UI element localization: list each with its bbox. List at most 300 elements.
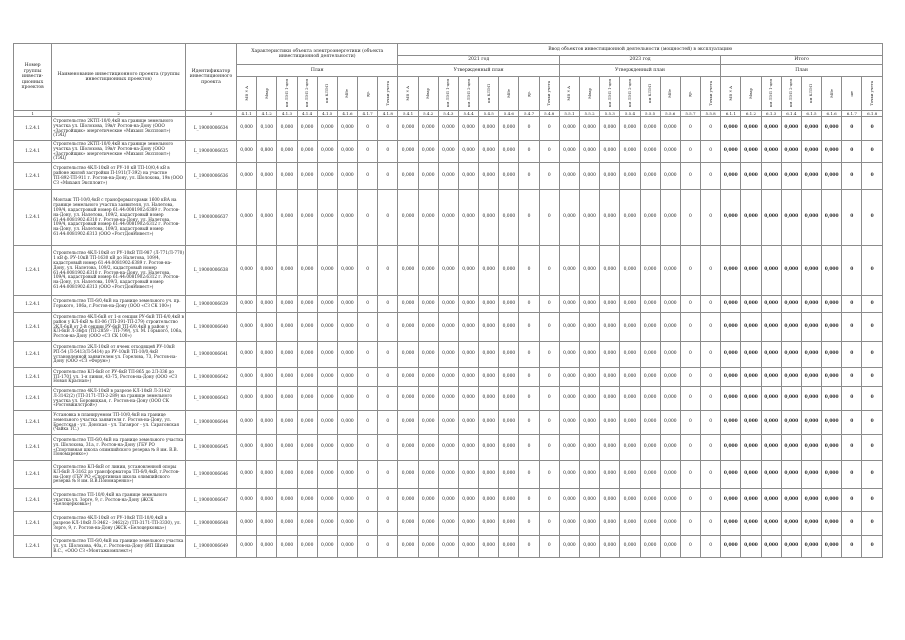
total-value-cell: 0,000 <box>781 163 801 190</box>
value-cell: 0,000 <box>600 190 620 246</box>
value-cell: 0,000 <box>640 368 660 387</box>
value-cell: 0,000 <box>499 536 519 558</box>
unit-total <box>862 77 883 111</box>
value-cell: 0 <box>358 489 378 512</box>
value-cell: 0,000 <box>479 246 499 296</box>
value-cell: 0,000 <box>660 313 680 342</box>
value-cell: 0,000 <box>438 368 458 387</box>
value-cell: 0 <box>378 190 398 246</box>
value-cell: 0 <box>378 246 398 296</box>
value-cell: 0,000 <box>257 536 277 558</box>
group-number-cell: 1.2.4.1 <box>14 387 52 411</box>
header-plan: План <box>236 65 397 77</box>
value-cell: 0 <box>378 141 398 163</box>
value-cell: 0,000 <box>297 489 317 512</box>
value-cell: 0,000 <box>277 342 297 368</box>
value-cell: 0,000 <box>398 411 418 435</box>
value-cell: 0,000 <box>458 117 478 141</box>
total-value-cell: 0,000 <box>781 313 801 342</box>
value-cell: 0,000 <box>640 536 660 558</box>
value-cell: 0,000 <box>559 190 579 246</box>
value-cell: 0,000 <box>236 296 256 313</box>
value-cell: 0,000 <box>620 411 640 435</box>
unit-label: МВт <box>828 89 834 98</box>
total-value-cell: 0 <box>842 387 862 411</box>
table-row <box>14 512 883 536</box>
value-cell: 0,000 <box>580 461 600 489</box>
table-row <box>14 296 883 313</box>
value-cell: 0,800 <box>257 141 277 163</box>
value-cell: 0,000 <box>257 489 277 512</box>
value-cell: 0,000 <box>600 411 620 435</box>
value-cell: 0,000 <box>337 368 357 387</box>
value-cell: 0,000 <box>580 296 600 313</box>
value-cell: 0 <box>539 190 559 246</box>
value-cell: 0,000 <box>398 489 418 512</box>
unit-char <box>378 77 398 111</box>
project-name-cell: Строительство КЛ-6кВ от РУ-6кВ ТП-865 до 2Л-336 до ТП-1701 ул. 1-я линия, 43-75, Ростов-на-Дону (ООО «СЗ Новая Красная») <box>52 368 186 387</box>
total-value-cell: 0 <box>862 117 883 141</box>
value-cell: 0,000 <box>398 296 418 313</box>
total-value-cell: 0 <box>862 411 883 435</box>
value-cell: 0 <box>378 342 398 368</box>
value-cell: 0 <box>539 141 559 163</box>
value-cell: 0,000 <box>640 411 660 435</box>
total-value-cell: 0,000 <box>761 489 781 512</box>
project-id-cell: L_19000006642 <box>186 368 237 387</box>
value-cell: 0,000 <box>559 512 579 536</box>
value-cell: 0,000 <box>257 461 277 489</box>
value-cell: 0,000 <box>600 512 620 536</box>
total-value-cell: 0,000 <box>721 387 741 411</box>
total-value-cell: 0,000 <box>721 489 741 512</box>
value-cell: 0 <box>358 342 378 368</box>
total-value-cell: 0,000 <box>822 387 842 411</box>
value-cell: 0,000 <box>418 387 438 411</box>
value-cell: 0 <box>378 163 398 190</box>
total-value-cell: 0,000 <box>822 313 842 342</box>
value-cell: 0,000 <box>458 461 478 489</box>
value-cell: 0,000 <box>640 141 660 163</box>
unit-label: Мвар <box>263 88 269 99</box>
total-value-cell: 0,000 <box>741 368 761 387</box>
unit-char <box>317 77 337 111</box>
total-value-cell: 0,000 <box>761 368 781 387</box>
value-cell: 0,000 <box>277 313 297 342</box>
value-cell: 0 <box>680 141 700 163</box>
unit-2023 <box>600 77 620 111</box>
value-cell: 0,000 <box>236 387 256 411</box>
unit-label: МВт <box>344 89 350 98</box>
value-cell: 0,000 <box>398 435 418 461</box>
total-value-cell: 0,000 <box>781 190 801 246</box>
value-cell: 0,000 <box>620 461 640 489</box>
total-value-cell: 0,000 <box>741 461 761 489</box>
header-approved-plan: Утвержденный план <box>398 65 559 77</box>
value-cell: 0,000 <box>297 387 317 411</box>
table-row <box>14 461 883 489</box>
value-cell: 0,000 <box>620 512 640 536</box>
column-number: 6.1.4 <box>781 111 801 117</box>
value-cell: 0 <box>519 342 539 368</box>
value-cell: 0,000 <box>600 246 620 296</box>
value-cell: 0 <box>358 411 378 435</box>
group-number-cell: 1.2.4.1 <box>14 246 52 296</box>
value-cell: 0 <box>378 296 398 313</box>
value-cell: 0,000 <box>257 435 277 461</box>
group-number-cell: 1.2.4.1 <box>14 411 52 435</box>
value-cell: 0,000 <box>257 246 277 296</box>
value-cell: 0,000 <box>438 536 458 558</box>
project-name-cell: Строительство 2КЛ-10кВ от ячеек отходящей РУ-10кВ РП-54 (Л-5413/Л-5414) до РУ-10кВ ТП-10/0,4кВ установленной заявителем ул. Горелова, 73, Ростов-на-Дону (ООО «СЗ «Форум») <box>52 342 186 368</box>
value-cell: 0,000 <box>479 117 499 141</box>
group-number-cell: 1.2.4.1 <box>14 190 52 246</box>
value-cell: 0 <box>358 387 378 411</box>
unit-label: др. <box>526 90 532 97</box>
column-number: 4.1.7 <box>358 111 378 117</box>
group-number-cell: 1.2.4.1 <box>14 435 52 461</box>
value-cell: 0,000 <box>580 117 600 141</box>
value-cell: 0,000 <box>236 536 256 558</box>
total-value-cell: 0,000 <box>781 246 801 296</box>
value-cell: 0,000 <box>398 536 418 558</box>
value-cell: 0 <box>519 246 539 296</box>
value-cell: 0,000 <box>458 512 478 536</box>
value-cell: 0 <box>701 117 721 141</box>
project-name-cell: Строительство КЛ-6кВ от линии, установленной опоры КЛ-6кВ Л-3162 до трансформатора ТП-6/0,4кВ, г.Ростов-на-Дону (ГБУ РО «Спортивная школа олимпийского резерва № 8 им. В.В.Пономаренко») <box>52 461 186 489</box>
unit-label: шт <box>848 90 854 97</box>
value-cell: 0,000 <box>398 190 418 246</box>
value-cell: 0 <box>701 342 721 368</box>
total-value-cell: 0,000 <box>761 246 781 296</box>
column-number: 5.4.8 <box>539 111 559 117</box>
column-number: 4.1.4 <box>297 111 317 117</box>
total-value-cell: 0,000 <box>721 117 741 141</box>
total-value-cell: 0,000 <box>741 163 761 190</box>
total-value-cell: 0,000 <box>781 342 801 368</box>
total-value-cell: 0,000 <box>761 117 781 141</box>
value-cell: 0,000 <box>297 246 317 296</box>
unit-label: км КЛЭП <box>324 84 330 103</box>
total-value-cell: 0,000 <box>781 141 801 163</box>
total-value-cell: 0 <box>862 387 883 411</box>
total-value-cell: 0,000 <box>822 342 842 368</box>
value-cell: 0 <box>358 163 378 190</box>
total-value-cell: 0,000 <box>761 411 781 435</box>
project-name-cell: Строительство 2КТП-10/0,4кВ на границе земельного участка ул. Шолохова, 19в/г Ростов-на-Дону (ООО «Застройщик» энергетические «Михаил Эксплоит») (ТЭЦ) <box>52 117 186 141</box>
total-value-cell: 0,000 <box>781 411 801 435</box>
value-cell: 0,000 <box>580 246 600 296</box>
value-cell: 0,000 <box>600 342 620 368</box>
value-cell: 0 <box>378 411 398 435</box>
total-value-cell: 0,000 <box>822 296 842 313</box>
value-cell: 0,000 <box>620 368 640 387</box>
column-number: 5.5.6 <box>660 111 680 117</box>
total-value-cell: 0,000 <box>822 536 842 558</box>
value-cell: 0,000 <box>297 313 317 342</box>
value-cell: 0 <box>680 190 700 246</box>
value-cell: 0,000 <box>559 489 579 512</box>
value-cell: 0,000 <box>620 163 640 190</box>
value-cell: 0 <box>680 536 700 558</box>
value-cell: 0,000 <box>277 368 297 387</box>
value-cell: 0,000 <box>479 387 499 411</box>
value-cell: 0 <box>378 489 398 512</box>
total-value-cell: 0,000 <box>822 246 842 296</box>
value-cell: 0,000 <box>660 342 680 368</box>
value-cell: 0 <box>539 163 559 190</box>
column-number: 5.4.3 <box>438 111 458 117</box>
value-cell: 0 <box>680 246 700 296</box>
value-cell: 0,000 <box>398 163 418 190</box>
total-value-cell: 0 <box>842 342 862 368</box>
unit-label: МВ×А <box>727 86 733 101</box>
column-number: 2 <box>52 111 186 117</box>
value-cell: 0,000 <box>640 435 660 461</box>
value-cell: 0,000 <box>438 342 458 368</box>
total-value-cell: 0,000 <box>781 387 801 411</box>
value-cell: 0,000 <box>640 489 660 512</box>
value-cell: 0,000 <box>580 313 600 342</box>
value-cell: 0 <box>701 163 721 190</box>
value-cell: 0,000 <box>640 117 660 141</box>
value-cell: 0,000 <box>236 190 256 246</box>
value-cell: 0,000 <box>479 512 499 536</box>
value-cell: 0,000 <box>600 141 620 163</box>
value-cell: 0 <box>701 313 721 342</box>
value-cell: 0 <box>519 163 539 190</box>
value-cell: 0,000 <box>499 141 519 163</box>
table-row <box>14 117 883 141</box>
value-cell: 0,000 <box>398 512 418 536</box>
value-cell: 0,000 <box>600 368 620 387</box>
value-cell: 0,000 <box>398 342 418 368</box>
value-cell: 0 <box>519 190 539 246</box>
value-cell: 0,000 <box>559 411 579 435</box>
value-cell: 0,000 <box>337 411 357 435</box>
value-cell: 0,000 <box>257 163 277 190</box>
unit-label: км ЛЭП 1-цеп <box>283 79 289 108</box>
value-cell: 0,000 <box>458 190 478 246</box>
value-cell: 0,000 <box>660 163 680 190</box>
value-cell: 0,000 <box>559 246 579 296</box>
unit-total <box>801 77 821 111</box>
value-cell: 0,000 <box>559 163 579 190</box>
unit-label: Мвар <box>586 88 592 99</box>
value-cell: 0 <box>680 435 700 461</box>
value-cell: 0,000 <box>600 117 620 141</box>
total-value-cell: 0,000 <box>761 512 781 536</box>
value-cell: 0,000 <box>620 435 640 461</box>
table-row <box>14 435 883 461</box>
value-cell: 0,000 <box>458 536 478 558</box>
value-cell: 0 <box>378 313 398 342</box>
value-cell: 0,000 <box>499 296 519 313</box>
project-id-cell: L_19000006638 <box>186 246 237 296</box>
column-number: 6.1.7 <box>842 111 862 117</box>
value-cell: 0,000 <box>580 435 600 461</box>
project-name-cell: Строительство 4КЛ-6кВ от 1-я секция РУ-6кВ ТП-6/0,4кВ в район у КЛ-6кВ № 03-06 (ТП-391-ТП-279) строительство 2КЛ-6кВ от 2-й секции РУ-6кВ ТП-6/0,4кВ в район у КЛ-6кВ Л-36фл (ТП-2859 - ТП-799), ул. М. Горького, 106а, Ростов-на-Дону (ООО «СЗ СК 100») <box>52 313 186 342</box>
value-cell: 0,000 <box>499 117 519 141</box>
value-cell: 0,000 <box>297 536 317 558</box>
value-cell: 0,000 <box>277 435 297 461</box>
value-cell: 0,000 <box>499 190 519 246</box>
value-cell: 0,000 <box>236 117 256 141</box>
total-value-cell: 0 <box>842 368 862 387</box>
project-name-cell: Строительство 4КЛ-10кВ от РУ-10 кВ ТП-10/0,4 кВ в районе жилой застройки П-1911(Т-392) на участке ТП-892-ТП-911 г. Ростов-на-Дону, ул. Шолохова, 19в (ООО СЗ «Михаил Эксплоит») <box>52 163 186 190</box>
value-cell: 0,000 <box>620 342 640 368</box>
project-id-cell: L_19000006648 <box>186 512 237 536</box>
value-cell: 0,000 <box>337 190 357 246</box>
value-cell: 0 <box>378 368 398 387</box>
value-cell: 0 <box>519 368 539 387</box>
value-cell: 0,000 <box>660 117 680 141</box>
value-cell: 0,000 <box>438 512 458 536</box>
value-cell: 0,000 <box>479 342 499 368</box>
table-row <box>14 246 883 296</box>
value-cell: 0,000 <box>398 387 418 411</box>
value-cell: 0,000 <box>458 342 478 368</box>
value-cell: 0,000 <box>418 536 438 558</box>
total-value-cell: 0,000 <box>741 411 761 435</box>
value-cell: 0,000 <box>236 461 256 489</box>
value-cell: 0,000 <box>580 141 600 163</box>
value-cell: 0 <box>680 411 700 435</box>
total-value-cell: 0,000 <box>761 342 781 368</box>
value-cell: 0,000 <box>499 411 519 435</box>
value-cell: 0 <box>519 313 539 342</box>
unit-label: МВт <box>505 89 511 98</box>
total-value-cell: 0 <box>862 368 883 387</box>
column-number: 4.1.2 <box>257 111 277 117</box>
value-cell: 0 <box>539 313 559 342</box>
total-value-cell: 0,000 <box>822 435 842 461</box>
value-cell: 0,000 <box>660 536 680 558</box>
total-value-cell: 0,000 <box>741 296 761 313</box>
value-cell: 0,000 <box>559 387 579 411</box>
value-cell: 0,000 <box>620 296 640 313</box>
unit-label: км ЛЭП 2-цеп <box>465 79 471 108</box>
unit-2023 <box>640 77 660 111</box>
table-row <box>14 342 883 368</box>
value-cell: 0,000 <box>337 387 357 411</box>
total-value-cell: 0,000 <box>761 461 781 489</box>
value-cell: 0,000 <box>580 163 600 190</box>
value-cell: 0,000 <box>297 461 317 489</box>
unit-label: МВ×А <box>243 86 249 101</box>
value-cell: 0,000 <box>660 435 680 461</box>
value-cell: 0,000 <box>257 296 277 313</box>
column-number: 5.4.4 <box>458 111 478 117</box>
total-value-cell: 0 <box>842 435 862 461</box>
value-cell: 0,000 <box>418 489 438 512</box>
value-cell: 0,000 <box>337 342 357 368</box>
investment-table <box>13 43 883 558</box>
header-project-name: Наименование инвестиционного проекта (группы инвестиционных проектов) <box>52 44 186 111</box>
value-cell: 0 <box>701 489 721 512</box>
value-cell: 0,000 <box>660 512 680 536</box>
project-id-cell: L_19000006641 <box>186 342 237 368</box>
value-cell: 0,000 <box>499 313 519 342</box>
unit-label: Точки учета <box>707 81 713 106</box>
total-value-cell: 0,000 <box>822 141 842 163</box>
total-value-cell: 0,000 <box>721 190 741 246</box>
total-value-cell: 0,000 <box>801 368 821 387</box>
table-row <box>14 411 883 435</box>
value-cell: 0,000 <box>317 512 337 536</box>
value-cell: 0,000 <box>236 163 256 190</box>
value-cell: 0 <box>358 512 378 536</box>
total-value-cell: 0,000 <box>781 435 801 461</box>
value-cell: 0,000 <box>458 368 478 387</box>
project-name-cell: Строительство 4КЛ-10кВ в разрезе КЛ-10кВ Л-3142/Л-3142(2) (ТП-3171-ТП-2-289) на границе земельного участка ул. Боровицкая, г. Ростов-на-Дону (ООО СК «Ростовжилстрой») <box>52 387 186 411</box>
column-number: 4.1.8 <box>378 111 398 117</box>
total-value-cell: 0,000 <box>801 163 821 190</box>
total-value-cell: 0 <box>862 190 883 246</box>
value-cell: 0,000 <box>337 246 357 296</box>
value-cell: 0,000 <box>418 461 438 489</box>
value-cell: 0,000 <box>580 489 600 512</box>
group-number-cell: 1.2.4.1 <box>14 536 52 558</box>
value-cell: 0,000 <box>418 117 438 141</box>
value-cell: 0,000 <box>660 368 680 387</box>
total-value-cell: 0,000 <box>801 313 821 342</box>
value-cell: 0,000 <box>317 411 337 435</box>
value-cell: 0,000 <box>297 296 317 313</box>
total-value-cell: 0,000 <box>761 190 781 246</box>
value-cell: 0,000 <box>620 536 640 558</box>
group-number-cell: 1.2.4.1 <box>14 296 52 313</box>
project-id-cell: L_19000006637 <box>186 190 237 246</box>
value-cell: 0,000 <box>317 387 337 411</box>
value-cell: 0 <box>539 387 559 411</box>
header-year-2023: 2023 год <box>559 56 720 65</box>
unit-label: км ЛЭП 1-цеп <box>768 79 774 108</box>
value-cell: 0,000 <box>398 368 418 387</box>
value-cell: 0 <box>519 141 539 163</box>
value-cell: 0 <box>701 296 721 313</box>
value-cell: 0,000 <box>499 489 519 512</box>
value-cell: 0,000 <box>479 313 499 342</box>
column-number: 5.5.1 <box>559 111 579 117</box>
value-cell: 0,000 <box>620 489 640 512</box>
value-cell: 0,000 <box>317 313 337 342</box>
total-value-cell: 0,000 <box>741 512 761 536</box>
unit-total <box>741 77 761 111</box>
value-cell: 0 <box>680 489 700 512</box>
column-number: 6.1.1 <box>721 111 741 117</box>
value-cell: 0,000 <box>297 117 317 141</box>
value-cell: 0 <box>680 512 700 536</box>
total-value-cell: 0,000 <box>801 387 821 411</box>
unit-2021 <box>539 77 559 111</box>
value-cell: 0 <box>539 536 559 558</box>
value-cell: 0,000 <box>337 461 357 489</box>
unit-char <box>337 77 357 111</box>
value-cell: 0 <box>378 387 398 411</box>
value-cell: 0,000 <box>559 141 579 163</box>
value-cell: 0 <box>519 411 539 435</box>
value-cell: 0 <box>358 368 378 387</box>
value-cell: 0,000 <box>620 190 640 246</box>
total-value-cell: 0,000 <box>721 411 741 435</box>
total-value-cell: 0,000 <box>721 536 741 558</box>
project-id-cell: L_19000006643 <box>186 387 237 411</box>
header-total: Итого <box>721 56 883 65</box>
group-number-cell: 1.2.4.1 <box>14 461 52 489</box>
value-cell: 0,000 <box>398 117 418 141</box>
column-number: 3 <box>186 111 237 117</box>
